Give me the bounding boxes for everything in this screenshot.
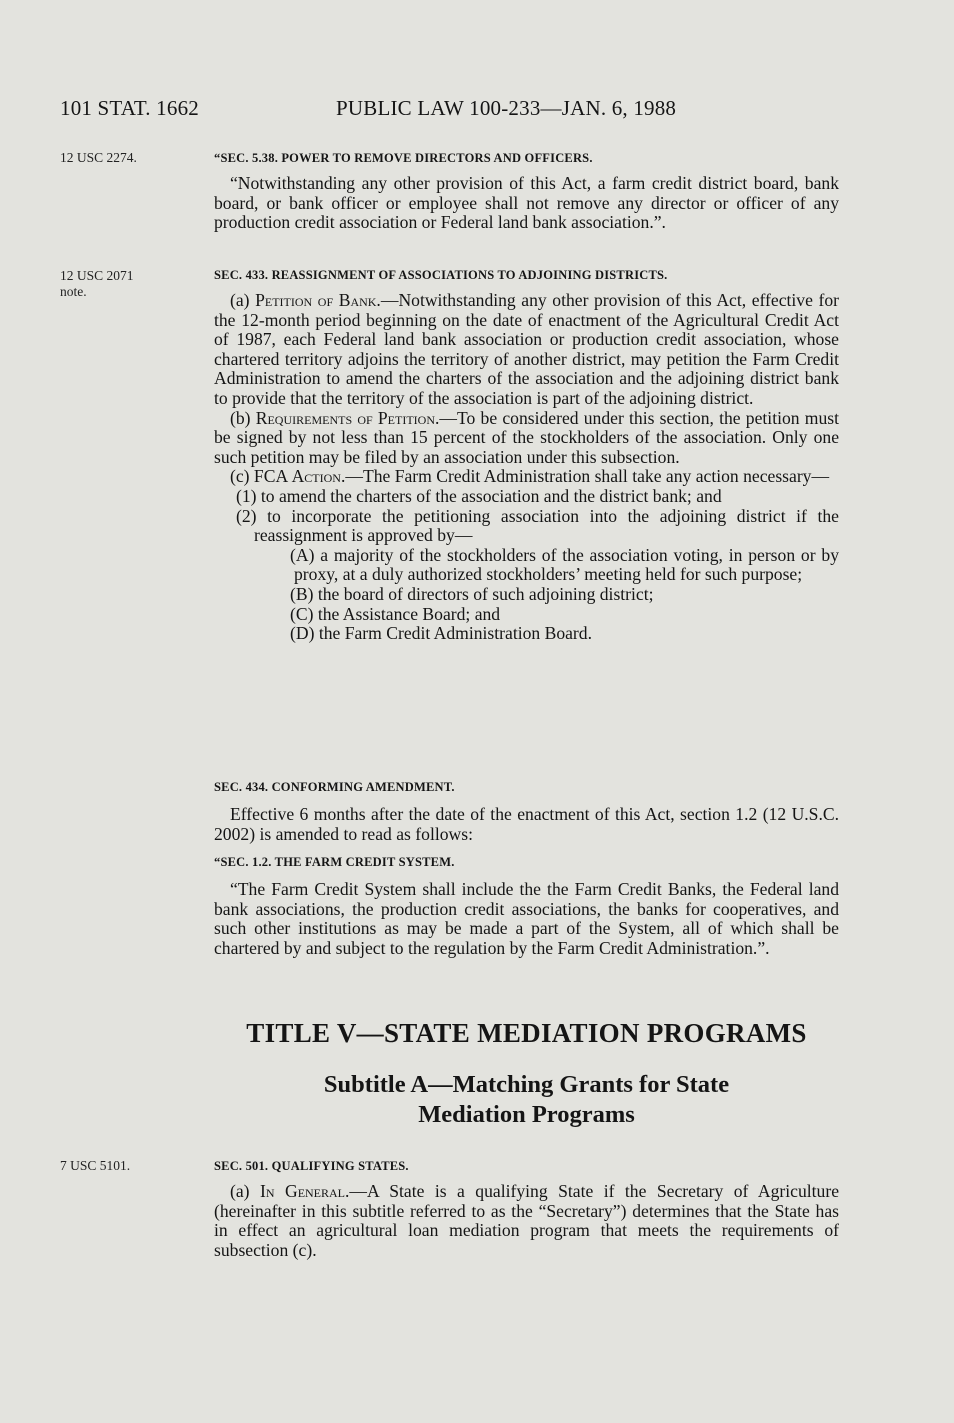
subsection-label: (a) [230,290,256,310]
subparagraph-c-2-a: (A) a majority of the stockholders of the association voting, in person or by proxy, at a duly authorized stockholders’ meeting held for such purpose; [290,544,839,585]
subsection-label: (a) [230,1181,260,1201]
section-433-body [214,291,839,644]
section-5-38-heading: “SEC. 5.38. POWER TO REMOVE DIRECTORS AND OFFICERS. [214,151,593,165]
subparagraph-c-2-d: (D) the Farm Credit Administration Board. [290,623,592,644]
paragraph: “The Farm Credit System shall include the the Farm Credit Banks, the Federal land bank associations, the production credit associations, the banks for cooperatives, and such other institutions as may be made a part of the System, all of which shall be chartered by and subject to the regulation by the Farm Credit Administration.”. [214,879,839,958]
margin-note-line: note. [60,284,87,299]
stat-citation: 101 STAT. 1662 [60,96,199,120]
subsection-text: —Notwithstanding any other provision of this Act, effective for the 12-month period beginning on the date of enactment of the Agricultural Credit Act of 1987, each Federal land bank association or production credit association, whose chartered territory adjoins the territory of another district, may petition the Farm Credit Administration to amend the charters of the association and the adjoining district bank to provide that the territory of the association is part of the adjoining district. [214,290,839,408]
section-501-body [214,1182,839,1260]
subsection-title: Action. [291,466,346,487]
paragraph: Effective 6 months after the date of the enactment of this Act, section 1.2 (12 U.S.C. 2002) is amended to read as follows: [214,804,839,844]
subsection-a [214,291,839,409]
subsection-text: —The Farm Credit Administration shall take any action necessary— [345,466,830,487]
subsection-b [214,409,839,468]
subsection-title: Petition of Bank. [255,290,381,310]
margin-note-usc-2071 [60,268,134,300]
subtitle-a-heading [214,1070,839,1130]
section-1-2-body [214,880,839,958]
paragraph: “Notwithstanding any other provision of this Act, a farm credit district board, bank board, or bank officer or employee shall not remove any director or officer of any production credit association or Federal land bank association.”. [214,173,839,233]
subparagraph-c-2-b: (B) the board of directors of such adjoining district; [290,583,654,604]
subsection-c [214,467,839,487]
paragraph-c-1: (1) to amend the charters of the association and the district bank; and [236,485,722,506]
subtitle-line: Subtitle A—Matching Grants for State [323,1071,730,1098]
section-1-2-heading: “SEC. 1.2. THE FARM CREDIT SYSTEM. [214,855,455,869]
public-law-header: PUBLIC LAW 100-233—JAN. 6, 1988 [336,96,677,120]
subsection-title: Requirements of Petition. [255,407,440,428]
margin-note-line: 12 USC 2071 [60,268,134,283]
margin-note-usc-5101: 7 USC 5101. [60,1158,131,1173]
subsection-text: —To be considered under this section, the petition must be signed by not less than 15 percent of the stockholders of the association. Only one such petition may be filed by an association under this subsection. [214,407,839,467]
subtitle-line: Mediation Programs [418,1101,635,1128]
title-v-heading: TITLE V—STATE MEDIATION PROGRAMS [246,1018,807,1048]
subparagraph-c-2-c: (C) the Assistance Board; and [290,603,501,624]
section-434-body [214,805,839,844]
paragraph-c-2: (2) to incorporate the petitioning association into the adjoining district if the reassignment is approved by— [236,505,839,546]
subsection-title: In General. [260,1181,350,1201]
section-433-heading: SEC. 433. REASSIGNMENT OF ASSOCIATIONS TO ADJOINING DISTRICTS. [214,268,668,282]
subsection-text: —A State is a qualifying State if the Secretary of Agriculture (hereinafter in this subtitle referred to as the “Secretary”) determines that the State has in effect an agricultural loan mediation program that meets the requirements of subsection (c). [214,1181,839,1260]
subsection-label: (c) FCA [230,466,292,487]
margin-note-usc-2274: 12 USC 2274. [60,150,137,165]
section-5-38-body [214,174,839,233]
subsection-label: (b) [230,407,256,428]
section-434-heading: SEC. 434. CONFORMING AMENDMENT. [214,780,455,794]
subsection-a [214,1182,839,1260]
section-501-heading: SEC. 501. QUALIFYING STATES. [214,1159,409,1173]
